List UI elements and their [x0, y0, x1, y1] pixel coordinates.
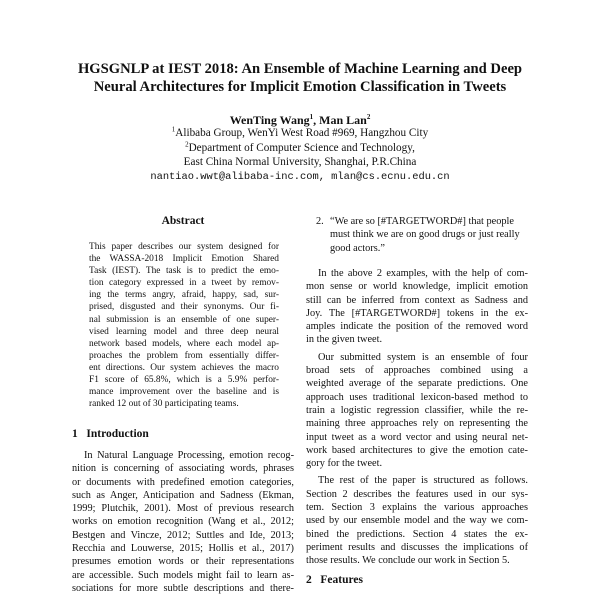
paragraph-line: work based architectures to give the emotion cate- [306, 444, 528, 456]
paragraph-line: input tweet as a word vector and using neural net- [306, 431, 528, 443]
paragraph-line: tem. Section 3 explains the various approaches [306, 502, 528, 514]
abstract-line: This paper describes our system designed for [89, 242, 279, 252]
paragraph-line: Our submitted system is an ensemble of four [318, 351, 528, 363]
intro-line: Bestgen and Vincze, 2012; Suttles and Ide, 2013; [72, 529, 294, 541]
abstract-body [89, 241, 279, 410]
author-2-affil-mark: 2 [366, 113, 371, 121]
intro-line: 1999; Plutchik, 2001). Most of previous research [72, 503, 294, 515]
section-heading-introduction [72, 428, 149, 440]
abstract-line: proaches the problem from essentially differ- [89, 350, 279, 361]
author-list [40, 113, 560, 127]
paragraph-line: broad sets of approaches combined using a [306, 365, 528, 377]
abstract-line: ranked 12 out of 30 participating teams. [89, 399, 239, 410]
right-column-body [306, 267, 528, 572]
paragraph-line: still can be inferred from context as Sadness and [306, 294, 528, 306]
paragraph-line: Section 2 describes the features used in our sys- [306, 488, 528, 500]
abstract-line: nal submission is an ensemble of one super- [89, 314, 279, 325]
author-1-affil-mark: 1 [309, 113, 314, 121]
author-1: WenTing Wang [229, 113, 310, 127]
affiliation-2 [40, 141, 560, 156]
abstract-line: prised, disgusted and their synonyms. Our fi- [89, 302, 279, 313]
intro-line: nition is concerning of associating words, phrases [72, 463, 294, 475]
paragraph-line: mon sense or world knowledge, implicit emotion [306, 281, 528, 293]
paragraph-line: approach uses traditional lexicon-based method to [306, 391, 528, 403]
intro-line: works on emotion recognition (Wang et al., 2012; [72, 516, 294, 528]
abstract-line: network based models, where each model ap- [89, 338, 279, 349]
paragraph [306, 267, 528, 347]
paragraph-line: weighted average of the separate predictions. One [306, 378, 528, 390]
title-line-2: Neural Architectures for Implicit Emotion Classification in Tweets [93, 79, 507, 95]
affiliation-1-text: Alibaba Group, WenYi West Road #969, Hangzhou City [175, 127, 429, 139]
abstract-line: ing the terms angry, afraid, happy, sad, sur- [89, 290, 279, 301]
example-number: 2. [316, 216, 324, 227]
paragraph-line: amples indicate the position of the removed word [306, 321, 528, 333]
section-number: 1 [72, 428, 78, 440]
paragraph-line: used by our ensemble model and the way we com- [306, 515, 528, 527]
abstract-line: Task (IEST). The task is to predict the emo- [89, 266, 279, 277]
author-2: Man Lan [319, 113, 367, 127]
abstract-line: F1 score of 65.8%, which is a 5.9% perfor- [89, 375, 279, 386]
abstract-line: tion category expressed in a tweet by remov- [89, 278, 279, 289]
affiliation-1-mark: 1 [171, 125, 176, 134]
affiliation-2-mark: 2 [185, 139, 189, 148]
paragraph-line: periment results and discusses the implications of [306, 541, 528, 553]
section-title: Features [320, 574, 363, 586]
paragraph [306, 474, 528, 567]
paragraph-line: bined the predictions. Section 4 states the ex- [306, 528, 528, 540]
author-separator: , [313, 113, 320, 127]
example-item-2 [316, 215, 530, 255]
intro-line: or documents with predefined emotion categories, [72, 476, 294, 488]
intro-line: are accessible. Such models might fail to learn as- [72, 569, 294, 581]
paper-title [40, 60, 560, 96]
paragraph-line: in the given tweet. [306, 334, 383, 346]
paragraph-line: maining three approaches rely on representing the [306, 418, 528, 430]
example-line: must think we are on good drugs or just really [330, 229, 520, 241]
affiliations [40, 126, 560, 170]
abstract-line: ent directions. Our system achieves the macro [89, 362, 279, 373]
abstract-line: mance improvement over the baseline and is [89, 387, 279, 398]
section-number: 2 [306, 574, 312, 586]
abstract-line: vised learning model and three deep neural [89, 326, 279, 337]
paragraph-line: train a logistic regression classifier, while the re- [306, 404, 528, 416]
affiliation-2-cont: East China Normal University, Shanghai, P.R.China [183, 156, 417, 168]
intro-line: presumes emotion words or their representations [72, 556, 294, 568]
paragraph-line: gory for the tweet. [306, 458, 383, 470]
section-title: Introduction [86, 428, 149, 440]
example-line: good actors.” [330, 242, 385, 254]
author-emails: nantiao.wwt@alibaba-inc.com, mlan@cs.ecnu.edu.cn [150, 171, 450, 183]
paragraph-line: those results. We conclude our work in Section 5. [306, 555, 510, 567]
example-line: “We are so [#TARGETWORD#] that people [330, 216, 514, 227]
paragraph-line: The rest of the paper is structured as follows. [318, 475, 528, 487]
section-heading-features [306, 574, 363, 586]
intro-line: In Natural Language Processing, emotion recog- [84, 450, 294, 461]
abstract-line: the WASSA-2018 Implicit Emotion Shared [89, 254, 279, 265]
paragraph [306, 351, 528, 471]
abstract-heading: Abstract [161, 215, 205, 227]
paragraph-line: Joy. The [#TARGETWORD#] tokens in the ex- [306, 307, 528, 319]
example-text [330, 215, 530, 255]
introduction-body [72, 449, 294, 595]
affiliation-1 [40, 126, 560, 141]
title-line-1: HGSGNLP at IEST 2018: An Ensemble of Machine Learning and Deep [77, 61, 523, 77]
intro-line: sociations for more subtle descriptions and there- [72, 582, 294, 594]
intro-line: Recchia and Louwerse, 2015; Hollis et al., 2017) [72, 543, 294, 555]
paragraph-line: In the above 2 examples, with the help of com- [318, 268, 528, 279]
affiliation-2-text: Department of Computer Science and Technology, [188, 141, 415, 154]
intro-line: such as Anger, Anticipation and Sadness (Ekman, [72, 489, 294, 501]
